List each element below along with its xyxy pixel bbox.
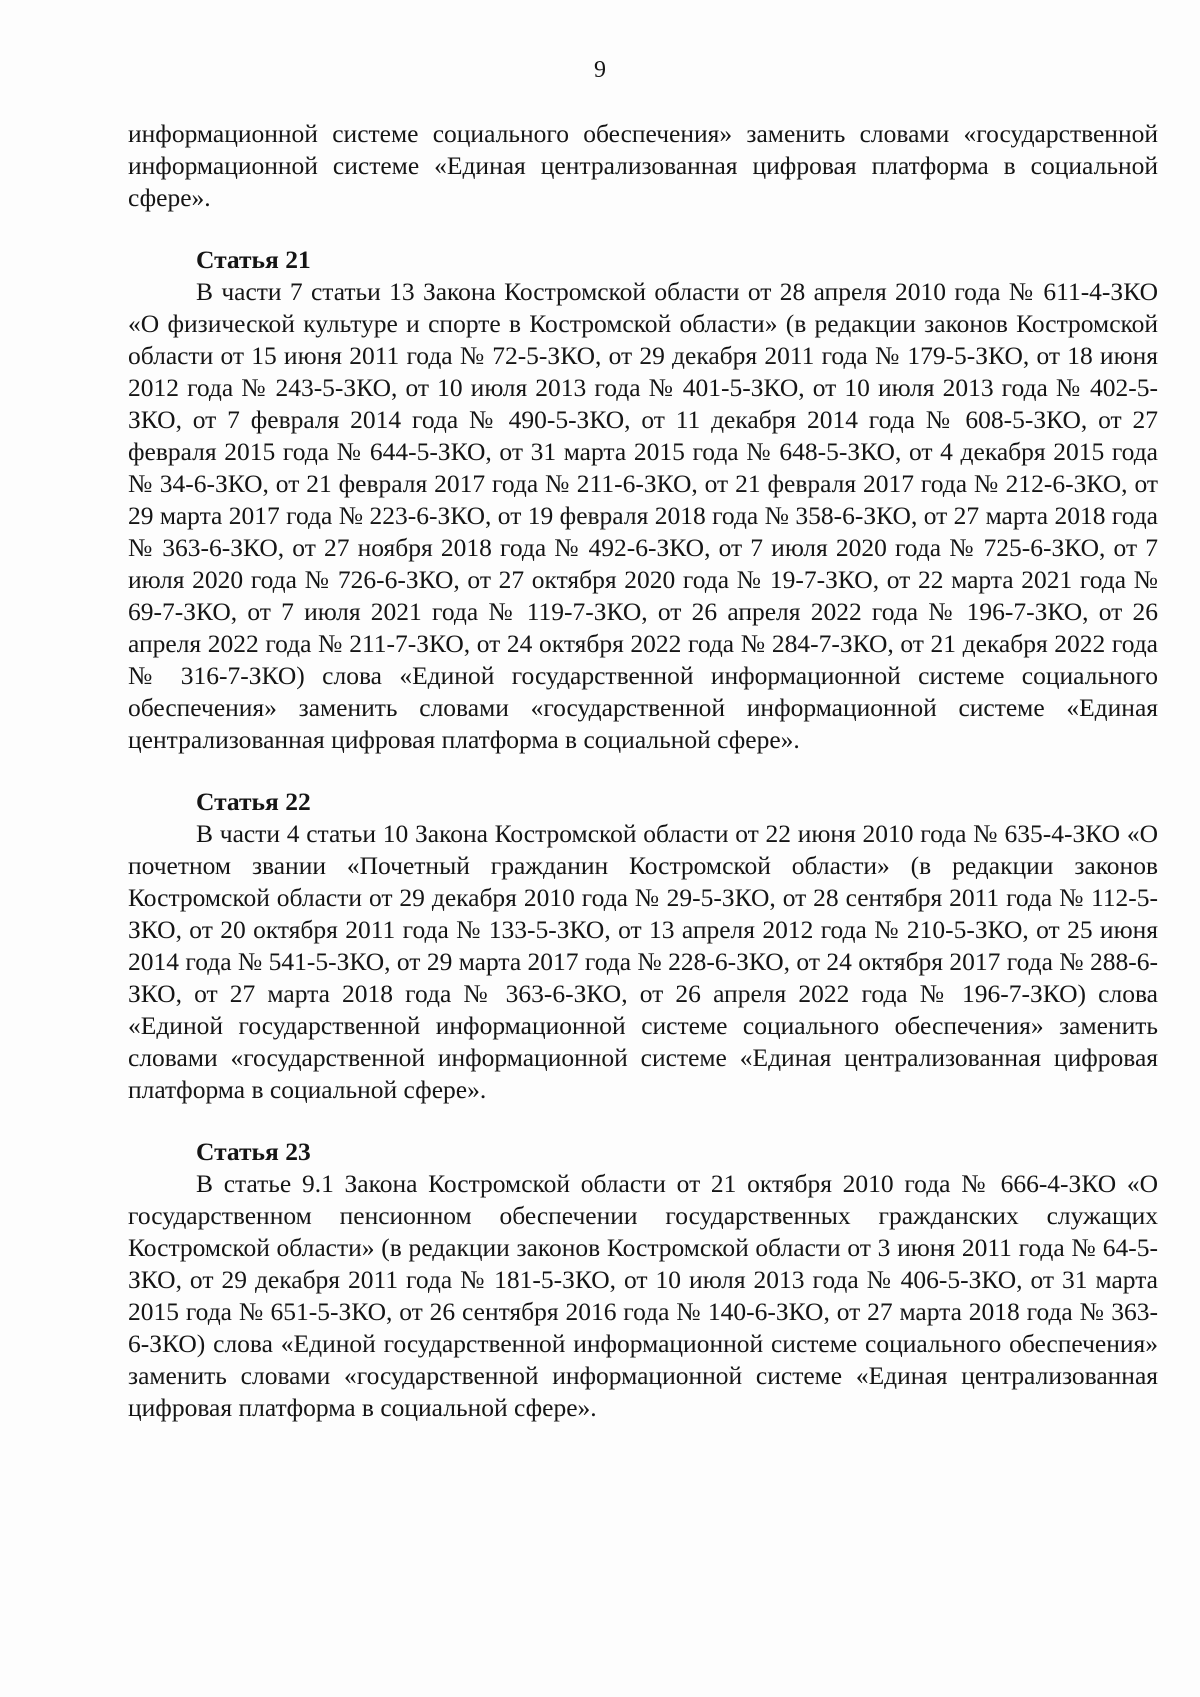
article-heading: Статья 23 xyxy=(196,1137,311,1166)
page-number: 9 xyxy=(594,57,606,83)
article-21 xyxy=(128,244,1158,756)
article-23 xyxy=(128,1136,1158,1424)
document-body xyxy=(128,118,1158,1424)
spacer xyxy=(128,756,1158,786)
article-heading: Статья 22 xyxy=(196,787,311,816)
article-paragraph: В части 7 статьи 13 Закона Костромской области от 28 апреля 2010 года № 611-4-ЗКО «О физической культуре и спорте в Костромской области» (в редакции законов Костромской области от 15 июня 2011 года № 72-5-ЗКО, от 29 декабря 2011 года № 179-5-ЗКО, от 18 июня 2012 года № 243-5-ЗКО, от 10 июля 2013 года № 401-5-ЗКО, от 10 июля 2013 года № 402-5-ЗКО, от 7 февраля 2014 года № 490-5-ЗКО, от 11 декабря 2014 года № 608-5-ЗКО, от 27 февраля 2015 года № 644-5-ЗКО, от 31 марта 2015 года № 648-5-ЗКО, от 4 декабря 2015 года № 34-6-ЗКО, от 21 февраля 2017 года № 211-6-ЗКО, от 21 февраля 2017 года № 212-6-ЗКО, от 29 марта 2017 года № 223-6-ЗКО, от 19 февраля 2018 года № 358-6-ЗКО, от 27 марта 2018 года № 363-6-ЗКО, от 27 ноября 2018 года № 492-6-ЗКО, от 7 июля 2020 года № 725-6-ЗКО, от 7 июля 2020 года № 726-6-ЗКО, от 27 октября 2020 года № 19-7-ЗКО, от 22 марта 2021 года № 69-7-ЗКО, от 7 июля 2021 года № 119-7-ЗКО, от 26 апреля 2022 года № 196-7-ЗКО, от 26 апреля 2022 года № 211-7-ЗКО, от 24 октября 2022 года № 284-7-ЗКО, от 21 декабря 2022 года № 316-7-ЗКО) слова «Единой государственной информационной системе социального обеспечения» заменить словами «государственной информационной системе «Единая централизованная цифровая платформа в социальной сфере». xyxy=(128,277,1158,754)
article-paragraph: В части 4 статьи 10 Закона Костромской области от 22 июня 2010 года № 635-4-ЗКО «О почетном звании «Почетный гражданин Костромской области» (в редакции законов Костромской области от 29 декабря 2010 года № 29-5-ЗКО, от 28 сентября 2011 года № 112-5-ЗКО, от 20 октября 2011 года № 133-5-ЗКО, от 13 апреля 2012 года № 210-5-ЗКО, от 25 июня 2014 года № 541-5-ЗКО, от 29 марта 2017 года № 228-6-ЗКО, от 24 октября 2017 года № 288-6-ЗКО, от 27 марта 2018 года № 363-6-ЗКО, от 26 апреля 2022 года № 196-7-ЗКО) слова «Единой государственной информационной системе социального обеспечения» заменить словами «государственной информационной системе «Единая централизованная цифровая платформа в социальной сфере». xyxy=(128,819,1158,1104)
spacer xyxy=(128,1106,1158,1136)
article-22 xyxy=(128,786,1158,1106)
intro-paragraph: информационной системе социального обеспечения» заменить словами «государственной информационной системе «Единая централизованная цифровая платформа в социальной сфере». xyxy=(128,119,1158,212)
article-paragraph: В статье 9.1 Закона Костромской области от 21 октября 2010 года № 666-4-ЗКО «О государственном пенсионном обеспечении государственных гражданских служащих Костромской области» (в редакции законов Костромской области от 3 июня 2011 года № 64-5-ЗКО, от 29 декабря 2011 года № 181-5-ЗКО, от 10 июля 2013 года № 406-5-ЗКО, от 31 марта 2015 года № 651-5-ЗКО, от 26 сентября 2016 года № 140-6-ЗКО, от 27 марта 2018 года № 363-6-ЗКО) слова «Единой государственной информационной системе социального обеспечения» заменить словами «государственной информационной системе «Единая централизованная цифровая платформа в социальной сфере». xyxy=(128,1169,1158,1422)
article-heading: Статья 21 xyxy=(196,245,311,274)
spacer xyxy=(128,214,1158,244)
